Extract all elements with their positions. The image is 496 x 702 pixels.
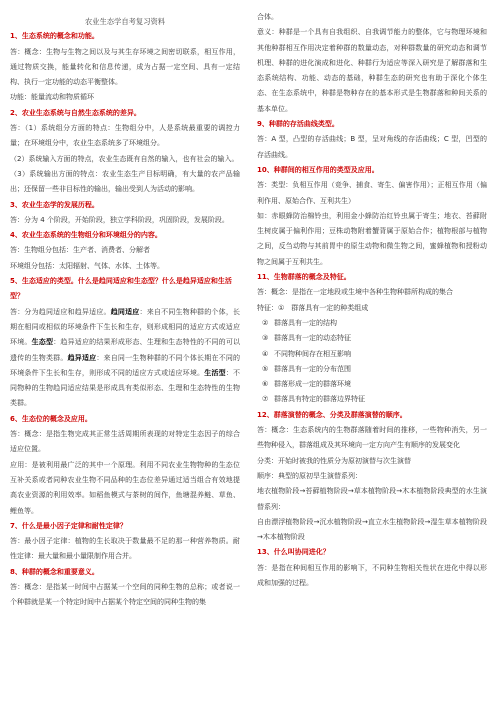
list-item	[257, 316, 487, 331]
answer-text: ：来自同一生物种群的不同个体长期在不同的环境条件下生长和生存，则形成不同的适应方式或适应环境。	[10, 353, 241, 377]
answer-text: ：不同物种的生物趋同适应结果是形成具有类似形态、生理和生态特性的生物类群。	[10, 368, 241, 408]
question-heading: 10、种群间的相互作用的类型及应用。	[257, 165, 379, 174]
question-heading: 6、生态位的概念及应用。	[10, 414, 92, 423]
answer-paragraph: 答：生物组分包括：生产者、消费者、分解者	[10, 246, 150, 255]
question-heading: 5、生态适应的类型。什么是趋同适应和生态型？什么是趋异适应和生活型？	[10, 277, 232, 301]
answer-paragraph: 答：分为 4 个阶段，开始阶段，独立学科阶段，巩固阶段，发展阶段。	[10, 215, 229, 224]
document-title: 农业生态学自考复习资料	[84, 17, 166, 26]
answer-paragraph: 答：A 型，凸型的存活曲线；B 型，呈对角线的存活曲线；C 型，凹型的存活曲线。	[257, 135, 487, 159]
answer-paragraph: 答：概念：生物与生物之间以及与其生存环境之间密切联系，相互作用，通过物质交换，能量转化和信息传递，成为占据一定空间、具有一定结构、执行一定功能的动态平衡整体。	[10, 47, 240, 87]
answer-paragraph: 如：赤眼蜂防治棉铃虫，利用金小蜂防治红铃虫属于寄生；地衣、苔藓附生树皮属于偏利作用；豆株动物附着蟹背属于原始合作；植物根部与植物之间，反刍动物与其前胃中的原生动物和微生物之间，蜜蜂植物和授粉动物之间属于互利共生。	[257, 211, 487, 266]
list-item-text: 群落形成一定的群落环境	[274, 380, 351, 389]
answer-paragraph: 分类：开始时被我的性质分为原初演替与次生演替	[257, 456, 411, 465]
answer-paragraph	[10, 305, 240, 412]
answer-paragraph: 答：类型：负相互作用（竞争、捕食、寄生、偏害作用）；正相互作用（偏利作用、原始合作、互利共生）	[257, 181, 487, 205]
question-heading: 8、种群的概念和重要意义。	[10, 567, 99, 576]
list-item-text: 群落具有一定的结构	[274, 318, 337, 327]
answer-paragraph: 自由漂浮植物阶段→沉水植物阶段→直立水生植物阶段→湿生草本植物阶段→木本植物阶段	[257, 517, 487, 542]
answer-paragraph: 答：最小因子定律：植物的生长取决于数量最不足的那一种营养物质。耐性定律：最大量和最小量限制作用合并。	[10, 537, 240, 561]
list-item	[257, 377, 487, 392]
list-marker: ②	[262, 318, 269, 327]
list-item	[257, 347, 487, 362]
answer-paragraph: 答：概念：生态系统内的生物群落随着时间的推移，一些物种消失，另一些物种侵入，群落组成及其环境向一定方向产生有顺序的发展变化	[257, 426, 487, 450]
question-heading: 9、种群的存活曲线类型。	[257, 120, 339, 129]
term-highlight: 趋同适应	[110, 307, 140, 316]
term-highlight: 生活型	[204, 368, 226, 377]
answer-paragraph: 答：概念：是指生物完成其正常生活周期所表现的对特定生态因子的综合适应位置。	[10, 430, 240, 454]
answer-paragraph: 功能：能量流动和物质循环	[10, 93, 94, 102]
question-heading: 2、农业生态系统与自然生态系统的差异。	[10, 108, 141, 117]
term-highlight: 生态型	[31, 338, 54, 347]
answer-text: ：趋异适应的结果形成形态、生理和生态特性的不同的可以遗传的生物类群。	[10, 338, 241, 362]
answer-text: 答：分为趋同适应和趋异适应。	[10, 307, 111, 316]
list-item-text: 群落具有特定的群落边界特征	[274, 395, 365, 404]
list-item-text: 不同物种间存在相互影响	[274, 349, 351, 358]
answer-paragraph: （2）系统输入方面的特点，农业生态既有自然的输入，也有社会的输入。	[10, 154, 239, 163]
answer-paragraph: 答：概念：是指某一时间中占据某一个空间的同种生物的总称；或者说一个种群就是某一个特定时间中占据某个特定空间的同种生物的集	[10, 582, 240, 607]
answer-paragraph: 答：概念：是指在一定地段或生境中各种生物种群所构成的集合	[257, 288, 453, 297]
answer-paragraph: 环境组分包括：太阳辐射、气体、水体、土体等。	[10, 261, 164, 270]
list-item-text: 群落具有一定的动态特征	[274, 334, 351, 343]
question-heading: 11、生物群落的概念及特征。	[257, 273, 351, 282]
answer-paragraph: 地衣植物阶段→苔藓植物阶段→草本植物阶段→木本植物阶段典型的水生演替系列：	[257, 487, 487, 511]
answer-paragraph: 答：（1）系统组分方面的特点：生物组分中，人是系统最重要的调控力量；在环境组分中，农业生态系统多了环境组分。	[10, 124, 240, 148]
list-marker: ⑥	[262, 380, 269, 389]
answer-paragraph: 应用：是被利用最广泛的其中一个原理。利用不同农业生物物种的生态位互补关系或者同种农业生物不同品种的生态位差异通过适当组合有效地提高农业资源的利用效率。如稻鱼模式与茶树的间作，鱼塘混养鲢、草鱼、鲤鱼等。	[10, 460, 240, 515]
answer-text: ：来自不同生物种群的个体，长期在相同或相似的环境条件下生长和生存，则形成相同的适应方式或适应环境。	[10, 307, 241, 347]
list-marker: ④	[262, 349, 269, 358]
answer-paragraph: 顺序：典型的原初旱生演替系列：	[257, 471, 362, 480]
list-marker: ⑦	[262, 395, 269, 404]
list-marker: ③	[262, 334, 269, 343]
term-highlight: 趋异适应	[67, 353, 97, 362]
answer-paragraph: 答：是指在种间相互作用的影响下，不同种生物相关性状在进化中得以形成和加强的过程。	[257, 563, 487, 587]
question-heading: 12、群落演替的概念、分类及群落演替的顺序。	[257, 410, 407, 419]
list-item	[257, 362, 487, 377]
list-item-text: 群落具有一定的分布范围	[274, 364, 351, 373]
right-column	[257, 10, 487, 591]
question-heading: 1、生态系统的概念和功能。	[10, 32, 99, 41]
question-heading: 3、农业生态学的发展历程。	[10, 200, 99, 209]
left-column	[10, 14, 240, 611]
answer-paragraph: （3）系统输出方面的特点：农业生态生产目标明确，有大量的农产品输出；还保留一些非目标性的输出，输出受到人为活动的影响。	[10, 169, 240, 194]
list-item	[257, 331, 487, 346]
answer-paragraph: 合体。	[257, 13, 278, 21]
question-heading: 13、什么叫协同进化？	[257, 548, 330, 557]
answer-paragraph: 意义：种群是一个具有自我组织、自我调节能力的整体，它与物理环境和其他种群相互作用决定着种群的数量动态，对种群数量的研究动态和调节机理、种群的进化演成和进化、种群行为适应等深入研究是了解群落和生态系统结构、功能、动态的基础，种群生态的研究也有助于深化个体生态、在生态系统中，种群是物种存在的基本形式是生物群落和种间关系的基本单位。	[257, 28, 487, 113]
list-item	[257, 392, 487, 407]
list-marker: ⑤	[262, 364, 269, 373]
question-heading: 4、农业生态系统的生物组分和环境组分的内容。	[10, 231, 162, 240]
answer-paragraph: 特征：① 群落具有一定的种类组成	[257, 303, 369, 312]
question-heading: 7、什么是最小因子定律和耐性定律？	[10, 521, 127, 530]
